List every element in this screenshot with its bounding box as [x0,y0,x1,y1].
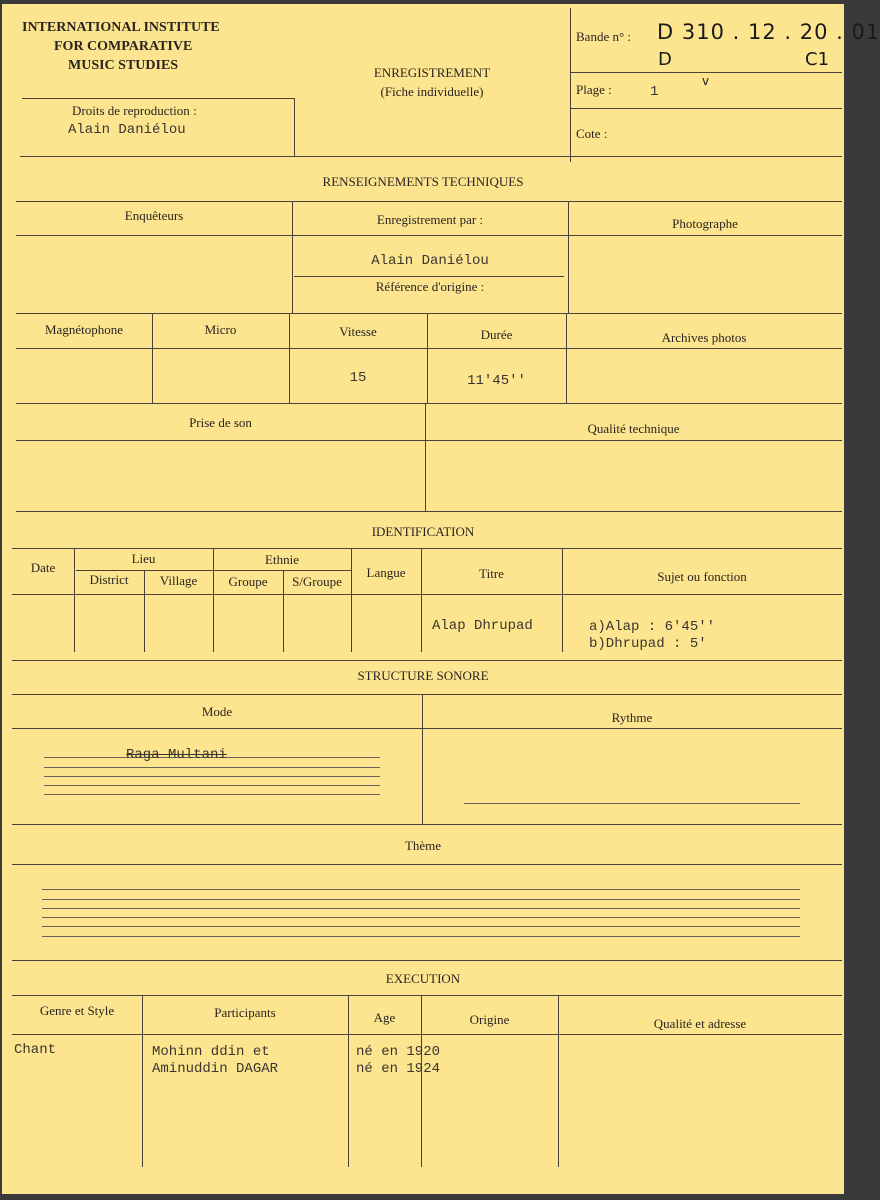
rule-line [12,864,842,865]
mode-label: Mode [201,704,233,719]
bande-extra-2: C1 [805,49,830,70]
rule-line [12,995,842,996]
qualite-technique-label: Qualité technique [587,421,680,436]
rule-line [42,889,800,890]
micro-label: Micro [204,322,237,337]
recording-title: ENREGISTREMENT [373,65,491,80]
enregistrement-value: Alain Daniélou [371,253,489,269]
plage-mark: v [702,74,710,88]
rule-line [20,156,842,157]
langue-label: Langue [366,565,406,580]
theme-label: Thème [404,838,442,853]
execution-section-title: EXECUTION [385,971,461,986]
institute-line-3: MUSIC STUDIES [68,58,179,73]
enregistrement-label: Enregistrement par : [376,212,484,227]
rule-line [16,235,842,236]
cote-label: Cote : [576,126,608,141]
district-label: District [89,572,129,587]
rule-line [16,313,842,314]
bande-extra-1: D [658,49,672,70]
institute-line-2: FOR COMPARATIVE [54,39,193,54]
rule-line [76,570,351,571]
structure-section-title: STRUCTURE SONORE [357,668,489,683]
rule-line [42,908,800,909]
lieu-label: Lieu [131,551,156,566]
participants-line-2: Aminuddin DAGAR [152,1061,279,1077]
rule-line [464,803,800,804]
rule-line [566,313,567,403]
rule-line [16,511,842,512]
sujet-line-1: a)Alap : 6'45'' [589,619,716,635]
genre-value: Chant [14,1042,57,1058]
duree-value: 11'45'' [467,373,526,389]
rule-line [294,98,295,156]
village-label: Village [159,573,198,588]
institute-line-1: INTERNATIONAL INSTITUTE [22,20,220,35]
rights-value: Alain Daniélou [68,122,186,138]
rule-line [22,98,295,99]
rule-line [44,767,380,768]
rule-line [570,72,842,73]
genre-label: Genre et Style [39,1003,115,1018]
rule-line [44,776,380,777]
rule-line [12,660,842,661]
rule-line [12,594,842,595]
archives-label: Archives photos [661,330,747,345]
rule-line [12,548,842,549]
rule-line [12,694,842,695]
sujet-label: Sujet ou fonction [657,569,747,584]
bande-label: Bande n° : [576,29,632,44]
qualite-adresse-label: Qualité et adresse [653,1016,747,1031]
rule-line [42,936,800,937]
vitesse-label: Vitesse [339,324,377,339]
rights-label: Droits de reproduction : [72,103,197,118]
rule-line [294,276,564,277]
rule-line [12,728,842,729]
rule-line [44,785,380,786]
index-card [2,4,880,1194]
rule-line [12,824,842,825]
rythme-label: Rythme [611,710,653,725]
age-line-2: né en 1924 [356,1061,441,1077]
origine-label: Origine [469,1012,510,1027]
plage-value: 1 [650,84,659,100]
enqueteurs-label: Enquêteurs [124,208,184,223]
rule-line [425,403,426,511]
rule-line [42,917,800,918]
tech-section-title: RENSEIGNEMENTS TECHNIQUES [322,174,524,189]
recording-subtitle: (Fiche individuelle) [380,84,484,99]
rule-line [570,108,842,109]
participants-label: Participants [214,1005,276,1020]
vitesse-value: 15 [349,370,367,386]
titre-value: Alap Dhrupad [432,618,533,634]
plage-label: Plage : [576,82,612,97]
rule-line [562,548,563,652]
date-label: Date [30,560,56,575]
ethnie-label: Ethnie [265,552,299,567]
rule-line [12,1034,842,1035]
duree-label: Durée [480,327,513,342]
rule-line [351,548,352,652]
rule-line [12,960,842,961]
prise-label: Prise de son [189,415,252,430]
participants-line-1: Mohinn ddin et [152,1044,270,1060]
rule-line [16,403,842,404]
bande-value: D 310 . 12 . 20 . 01 [657,20,880,44]
photographe-label: Photographe [672,216,738,231]
sujet-line-2: b)Dhrupad : 5' [589,636,707,652]
rule-line [42,899,800,900]
sgroupe-label: S/Groupe [292,574,342,589]
mode-value: Raga Multani [126,747,227,763]
reference-label: Référence d'origine : [375,279,485,294]
rule-line [421,548,422,652]
groupe-label: Groupe [228,574,268,589]
identification-section-title: IDENTIFICATION [371,524,475,539]
age-line-1: né en 1920 [356,1044,441,1060]
rule-line [42,926,800,927]
rule-line [570,8,571,162]
rule-line [44,794,380,795]
rule-line [16,348,842,349]
magnetophone-label: Magnétophone [45,322,123,337]
rule-line [16,440,842,441]
rule-line [16,201,842,202]
titre-label: Titre [479,566,504,581]
age-label: Age [373,1010,396,1025]
